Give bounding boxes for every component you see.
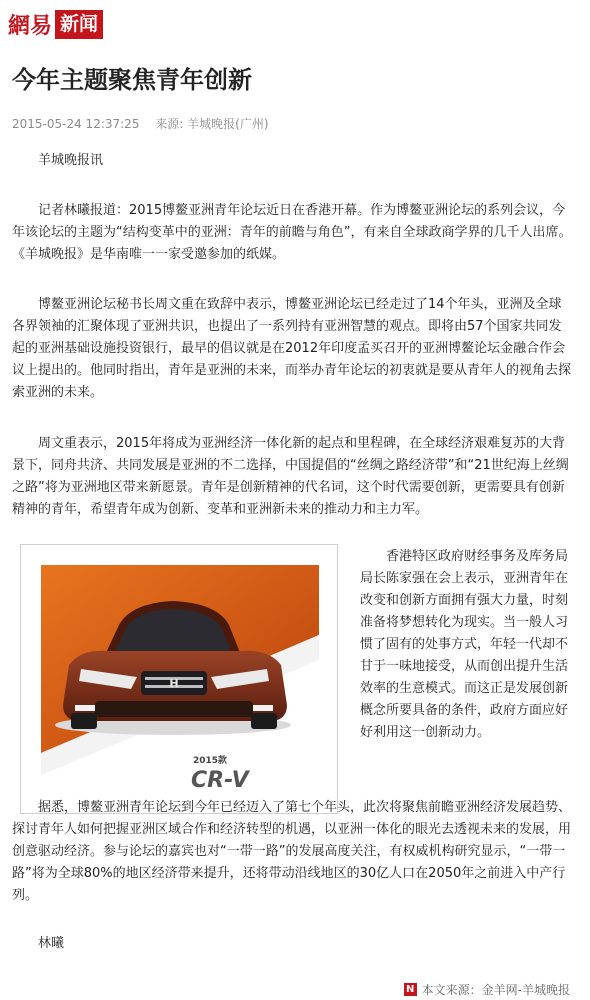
article-paragraph: 记者林曦报道：2015博鳌亚洲青年论坛近日在香港开幕。作为博鳌亚洲论坛的系列会议，今年该论坛的主题为“结构变革中的亚洲：青年的前瞻与角色”，有来自全球政商学界的几千人出席。《羊城晚报》是华南唯一一家受邀参加的纸媒。 (12, 203, 572, 262)
footer-source-label: 本文来源：金羊网-羊城晚报 (421, 983, 570, 997)
car-ad-image[interactable] (20, 544, 338, 814)
ad-model-name: CR-V (191, 768, 249, 793)
netease-news-logo[interactable] (8, 9, 103, 39)
article-title: 今年主题聚焦青年创新 (12, 65, 252, 94)
svg-text:H: H (169, 677, 179, 690)
article-paragraph: 据悉，博鳌亚洲青年论坛到今年已经迈入了第七个年头，此次将聚焦前瞻亚洲经济发展趋势、探讨青年人如何把握亚洲区域合作和经济转型的机遇，以亚洲一体化的眼光去透视未来的发展，用创意驱动经济。参与论坛的嘉宾也对“一带一路”的发展高度关注，有权威机构研究显示，“一带一路”将为全球80%的地区经济带来提升，还将带动沿线地区的30亿人口在2050年之前进入中产行列。 (12, 800, 572, 903)
car-ad-graphic (41, 565, 319, 795)
article-paragraph: 羊城晚报讯 (38, 153, 104, 168)
netease-n-icon: N (404, 983, 417, 996)
article-paragraph: 博鳌亚洲论坛秘书长周文重在致辞中表示，博鳌亚洲论坛已经走过了14个年头，亚洲及全球各界领袖的汇聚体现了亚洲共识，也提出了一系列持有亚洲智慧的观点。即将由57个国家共同发起的亚洲基础设施投资银行，最早的倡议就是在2012年印度孟买召开的亚洲博鳌论坛金融合作会议上提出的。他同时指出，青年是亚洲的未来，而举办青年论坛的初衷就是要从青年人的视角去探索亚洲的未来。 (12, 297, 572, 400)
article-paragraph: 香港特区政府财经事务及库务局局长陈家强在会上表示，亚洲青年在改变和创新方面拥有强大力量，时刻准备将梦想转化为现实。当一般人习惯了固有的处事方式，年轻一代却不甘于一味地接受，从而创出提升生活效率的生意模式。而这正是发展创新概念所要具备的条件，政府方面应好好利用这一创新动力。 (360, 549, 569, 740)
ad-model-year: 2015款 (193, 756, 228, 766)
article-source-link[interactable]: 来源: 羊城晚报(广州) (155, 117, 269, 131)
article-author: 林曦 (38, 936, 65, 951)
article-meta (12, 115, 269, 132)
logo-site-name: 網易 (8, 12, 53, 39)
article-timestamp: 2015-05-24 12:37:25 (12, 117, 140, 131)
article-paragraph: 周文重表示，2015年将成为亚洲经济一体化新的起点和里程碑，在全球经济艰难复苏的大背景下，同舟共济、共同发展是亚洲的不二选择，中国提倡的“丝绸之路经济带”和“21世纪海上丝绸之路”将为亚洲地区带来新愿景。青年是创新精神的代名词，这个时代需要创新，更需要具有创新精神的青年，希望青年成为创新、变革和亚洲新未来的推动力和主力军。 (12, 436, 569, 517)
logo-channel: 新闻 (55, 10, 103, 39)
article-source-footer[interactable] (404, 981, 570, 998)
